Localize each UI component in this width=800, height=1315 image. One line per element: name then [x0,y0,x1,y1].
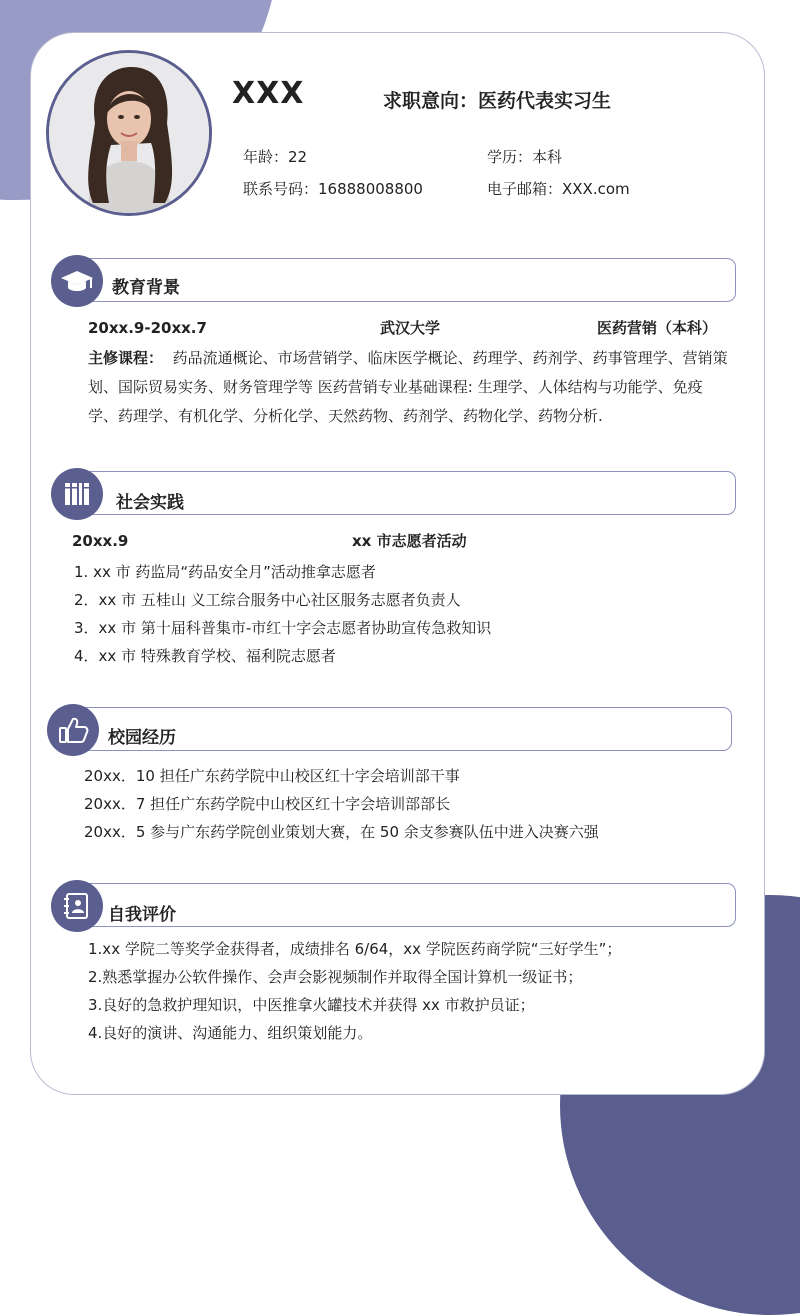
education-major: 医药营销（本科） [597,319,718,337]
books-icon [51,468,103,520]
contact-book-icon [51,880,103,932]
graduation-cap-icon [51,255,103,307]
phone-number: 联系号码：16888008800 [243,180,423,198]
campus-item: 20xx．7 担任广东药学院中山校区红十字会培训部部长 [84,795,451,813]
job-intent: 求职意向：医药代表实习生 [383,90,612,112]
self-item: 4.良好的演讲、沟通能力、组织策划能力。 [88,1024,373,1042]
section-title-self: 自我评价 [108,905,176,925]
self-item: 3.良好的急救护理知识，中医推拿火罐技术并获得 xx 市救护员证； [88,996,535,1014]
practice-item: 3．xx 市 第十届科普集市-市红十字会志愿者协助宣传急救知识 [74,619,492,637]
thumbs-up-icon [47,704,99,756]
practice-item: 2．xx 市 五桂山 义工综合服务中心社区服务志愿者负责人 [74,591,461,609]
section-title-practice: 社会实践 [116,493,184,513]
practice-date: 20xx.9 [72,532,129,550]
education-school: 武汉大学 [380,319,441,337]
practice-item: 4．xx 市 特殊教育学校、福利院志愿者 [74,647,336,665]
courses-text: 药品流通概论、市场营销学、临床医学概论、药理学、药剂学、药事管理学、营销策划、国际贸易实务、财务管理学等 医药营销专业基础课程: 生理学、人体结构与功能学、免疫学、药理学、有机化学、分析化学、天然药物、药剂学、药物化学、药物分析. [88,349,728,425]
section-title-education: 教育背景 [112,278,180,298]
education-courses [88,344,728,431]
email: 电子邮箱：XXX.com [487,180,630,198]
profile-photo [46,50,212,216]
courses-label: 主修课程： [88,349,164,367]
section-title-campus: 校园经历 [108,728,176,748]
candidate-name: XXX [232,76,305,111]
education-level: 学历：本科 [487,148,563,166]
practice-event: xx 市志愿者活动 [352,532,467,550]
self-item: 1.xx 学院二等奖学金获得者，成绩排名 6/64，xx 学院医药商学院“三好学生”； [88,940,622,958]
practice-item: 1. xx 市 药监局“药品安全月”活动推拿志愿者 [74,563,376,581]
campus-item: 20xx．10 担任广东药学院中山校区红十字会培训部干事 [84,767,460,785]
education-period: 20xx.9-20xx.7 [88,319,207,337]
section-bar-self [78,883,736,927]
self-item: 2.熟悉掌握办公软件操作、会声会影视频制作并取得全国计算机一级证书； [88,968,583,986]
campus-item: 20xx．5 参与广东药学院创业策划大赛，在 50 余支参赛队伍中进入决赛六强 [84,823,599,841]
age: 年龄：22 [243,148,308,166]
